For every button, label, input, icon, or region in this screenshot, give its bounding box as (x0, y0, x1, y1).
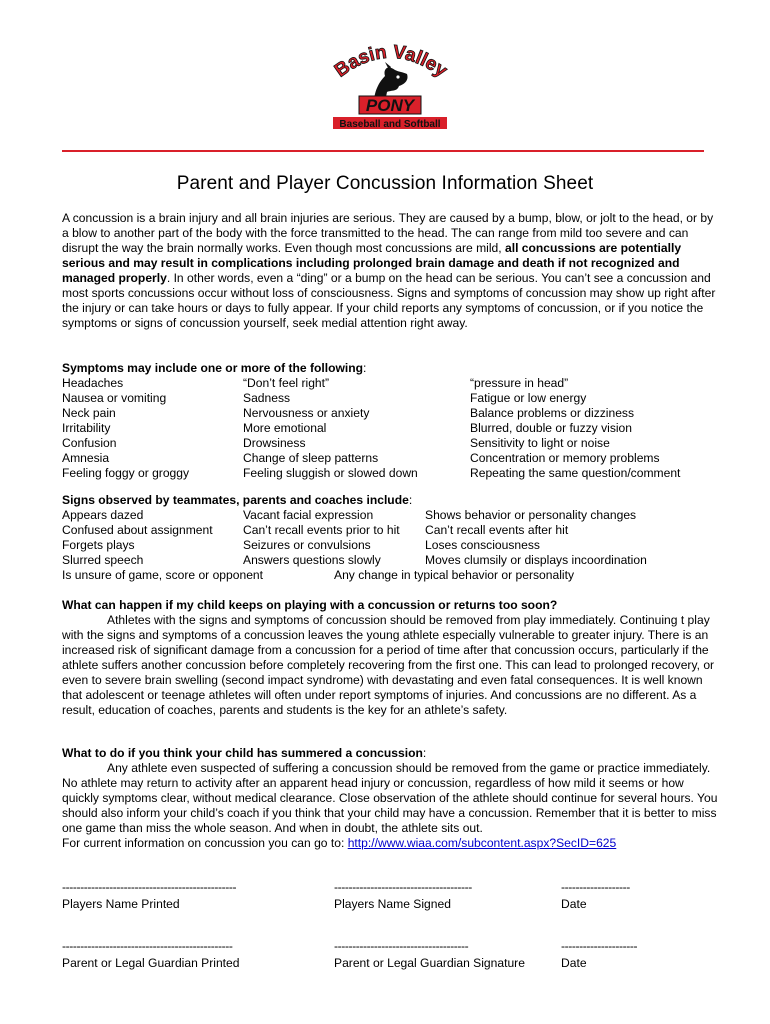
list-item: “Don’t feel right” (243, 376, 330, 390)
intro-text-1: A concussion is a brain injury and all brain injuries are serious. They are caused by a bump, blow, or jolt to the head, or by a blow to another part of the body with the force transmitted to the head. The can range from mild too severe and can disrupt the way the brain normally works. Even though most concussions are mild, (62, 211, 714, 255)
basin-valley-pony-logo (325, 40, 455, 132)
player-date-field[interactable] (561, 880, 630, 912)
symptoms-heading-line (62, 361, 722, 376)
guardian-printed-field[interactable] (62, 939, 240, 971)
list-item: Shows behavior or personality changes (425, 508, 637, 522)
list-item: Loses consciousness (425, 538, 540, 552)
symptoms-heading-colon: : (363, 361, 367, 375)
list-item: Slurred speech (62, 553, 144, 567)
what-to-do-paragraph: Any athlete even suspected of suffering a concussion should be removed from the game or practice immediately. No athlete may return to activity after an apparent head injury or concussion, regardless of how mild it seems or how quickly symptoms clear, without medical clearance. Close observation of the athlete should continue for several hours. You should also inform your child’s coach if you think that your child may have a concussion. Remember that it is better to miss one game than miss the whole season. And when in doubt, the athlete sits out. (62, 761, 718, 835)
list-item: Answers questions slowly (243, 553, 381, 567)
list-item: Can’t recall events after hit (425, 523, 569, 537)
list-item: More emotional (243, 421, 327, 435)
intro-text-2: . In other words, even a “ding” or a bump on the head can be serious. You can’t see a concussion and most sports concussions occur without loss of consciousness. Signs and symptoms of concussion may show up right after the injury or can take hours or days to fully appear. If your child reports any symptoms of concussion, or if you notice the symptoms or signs of concussion yourself, seek medial attention right away. (62, 271, 716, 330)
list-item: Vacant facial expression (243, 508, 374, 522)
list-item: Any change in typical behavior or personality (334, 568, 574, 582)
list-item: Feeling foggy or groggy (62, 466, 190, 480)
signs-column-3 (425, 508, 647, 568)
symptoms-column-2 (243, 376, 418, 481)
signature-label: Parent or Legal Guardian Printed (62, 956, 240, 970)
signature-line: ------------------- (561, 880, 630, 894)
signs-last-right (334, 568, 574, 583)
symptoms-column-1 (62, 376, 189, 481)
guardian-date-field[interactable] (561, 939, 637, 971)
intro-paragraph (62, 211, 722, 331)
list-item: Fatigue or low energy (470, 391, 587, 405)
signature-label: Date (561, 897, 587, 911)
signs-heading-colon: : (408, 493, 413, 507)
signs-heading-line (62, 493, 722, 508)
list-item: Forgets plays (62, 538, 135, 552)
list-item: Repeating the same question/comment (470, 466, 681, 480)
signs-column-2 (243, 508, 400, 568)
list-item: Sensitivity to light or noise (470, 436, 610, 450)
list-item: Seizures or convulsions (243, 538, 371, 552)
list-item: Amnesia (62, 451, 110, 465)
signature-label: Players Name Signed (334, 897, 451, 911)
logo-line3: Baseball and Softball (339, 119, 441, 130)
list-item: Can’t recall events prior to hit (243, 523, 400, 537)
page-title: Parent and Player Concussion Information Sheet (176, 173, 594, 194)
signs-heading: Signs observed by teammates, parents and coaches include (62, 493, 409, 507)
link-prefix: For current information on concussion you can go to: (62, 836, 348, 850)
list-item: Change of sleep patterns (243, 451, 379, 465)
list-item: Nervousness or anxiety (243, 406, 370, 420)
list-item: Nausea or vomiting (62, 391, 167, 405)
what-to-do-section (62, 746, 722, 851)
list-item: Appears dazed (62, 508, 144, 522)
what-to-do-heading-colon: : (422, 746, 427, 760)
signs-column-1 (62, 508, 213, 568)
list-item: Blurred, double or fuzzy vision (470, 421, 633, 435)
what-happens-section (62, 598, 722, 718)
list-item: Sadness (243, 391, 291, 405)
signature-label: Parent or Legal Guardian Signature (334, 956, 525, 970)
list-item: Balance problems or dizziness (470, 406, 635, 420)
symptoms-column-3 (470, 376, 680, 481)
list-item: Irritability (62, 421, 111, 435)
list-item: Moves clumsily or displays incoordination (425, 553, 647, 567)
wiaa-concussion-link[interactable]: http://www.wiaa.com/subcontent.aspx?SecID=625 (347, 836, 617, 850)
header-divider (62, 150, 704, 152)
list-item: Drowsiness (243, 436, 306, 450)
list-item: Headaches (62, 376, 124, 390)
guardian-signature-field[interactable] (334, 939, 525, 971)
signature-line: -------------------------------------- (334, 880, 472, 894)
list-item: Neck pain (62, 406, 116, 420)
logo-line2: PONY (365, 96, 415, 115)
list-item: Feeling sluggish or slowed down (243, 466, 418, 480)
logo-line1: Basin Valley (330, 41, 451, 82)
list-item: Is unsure of game, score or opponent (62, 568, 264, 582)
list-item: Concentration or memory problems (470, 451, 660, 465)
signature-line: ------------------------------------------------ (62, 880, 237, 894)
signature-line: --------------------- (561, 939, 638, 953)
players-name-signed-field[interactable] (334, 880, 472, 912)
signs-last-left (62, 568, 263, 583)
list-item: Confused about assignment (62, 523, 213, 537)
what-happens-paragraph: Athletes with the signs and symptoms of concussion should be removed from play immediately. Continuing t play with the signs and symptoms of a concussion leaves the young athlete especially vulnerable to greater injury. There is an increased risk of significant damage from a concussion for a period of time after that concussion occurs, particularly if the athlete suffers another concussion before completely recovering from the first one. This can lead to prolonged recovery, or even to severe brain swelling (second impact syndrome) with devastating and even fatal consequences. It is well known that adolescent or teenage athletes will often under report symptoms of injuries. And concussions are no different. As a result, education of coaches, parents and students is the key for an athlete’s safety. (62, 613, 715, 717)
what-to-do-heading: What to do if you think your child has summered a concussion (62, 746, 423, 760)
symptoms-heading: Symptoms may include one or more of the following (62, 361, 364, 375)
list-item: Confusion (62, 436, 117, 450)
list-item: “pressure in head” (470, 376, 569, 390)
signature-label: Date (561, 956, 587, 970)
signature-line: ----------------------------------------------- (62, 939, 233, 953)
signature-label: Players Name Printed (62, 897, 180, 911)
intro-bold-warning: all concussions are potentially serious and may result in complications including prolonged brain damage and death if not recognized and managed properly (62, 241, 682, 285)
what-happens-heading: What can happen if my child keeps on playing with a concussion or returns too soon? (62, 598, 558, 612)
players-name-printed-field[interactable] (62, 880, 236, 912)
signature-line: ------------------------------------- (334, 939, 469, 953)
